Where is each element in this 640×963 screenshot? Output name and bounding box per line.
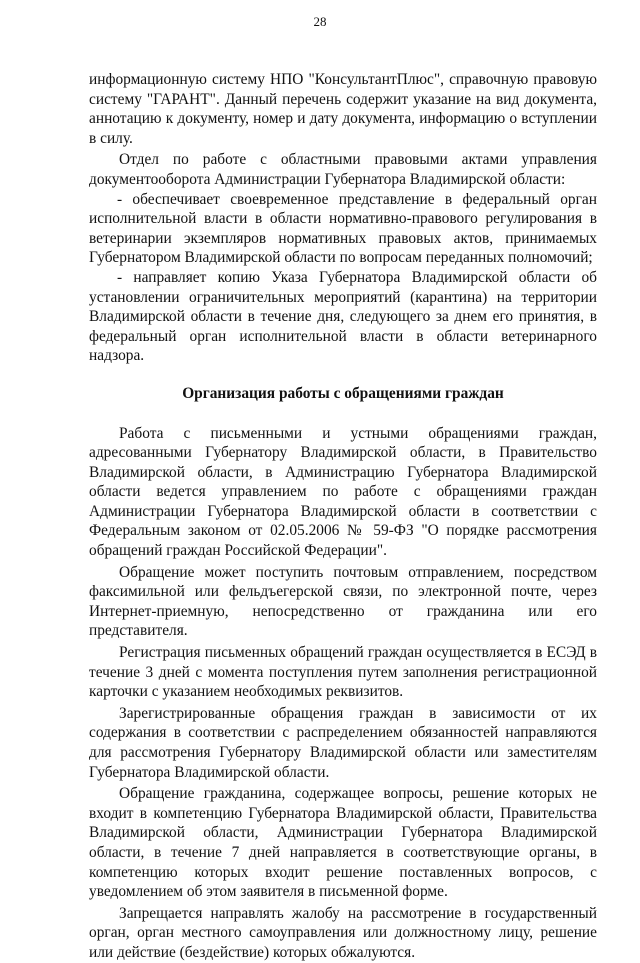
paragraph: Зарегистрированные обращения граждан в зависимости от их содержания в соответствии с распределением обязанностей направляются для рассмотрения Губернатору Владимирской области или заместителям Губернатора Владимирской области. (89, 704, 597, 781)
paragraph-department-intro: Отдел по работе с областными правовыми актами управления документооборота Администрации Губернатора Владимирской области: (89, 151, 597, 188)
paragraph: Запрещается направлять жалобу на рассмотрение в государственный орган, орган местного самоуправления или должностному лицу, решение или действие (бездействие) которых обжалуются. (89, 904, 597, 961)
list-item: - направляет копию Указа Губернатора Владимирской области об установлении ограничительных мероприятий (карантина) на территории Владимирской области в течение дня, следующего за днем его принятия, в федеральный орган исполнительной власти в области ветеринарного надзора. (89, 268, 597, 365)
document-body (89, 70, 597, 963)
paragraph: Регистрация письменных обращений граждан осуществляется в ЕСЭД в течение 3 дней с момента поступления путем заполнения регистрационной карточки с указанием необходимых реквизитов. (89, 644, 597, 701)
paragraph: Работа с письменными и устными обращениями граждан, адресованными Губернатору Владимирской области, в Правительство Владимирской области, в Администрацию Губернатора Владимирской области ведется управлением по работе с обращениями граждан Администрации Губернатора Владимирской области в соответствии с Федеральным законом от 02.05.2006 № 59-ФЗ "О порядке рассмотрения обращений граждан Российской Федерации". (89, 424, 597, 560)
paragraph: Обращение гражданина, содержащее вопросы, решение которых не входит в компетенцию Губернатора Владимирской области, Правительства Владимирской области, Администрации Губернатора Владимирской области, в течение 7 дней направляется в соответствующие органы, в компетенцию которых входит решение поставленных вопросов, с уведомлением об этом заявителя в письменной форме. (89, 785, 597, 901)
page-number: 28 (313, 14, 327, 29)
section-heading: Организация работы с обращениями граждан (182, 384, 504, 402)
paragraph-continuation: информационную систему НПО "КонсультантПлюс", справочную правовую систему "ГАРАНТ". Данный перечень содержит указание на вид документа, аннотацию к документу, номер и дату документа, информацию о вступлении в силу. (89, 71, 597, 147)
list-item: - обеспечивает своевременное представление в федеральный орган исполнительной власти в области нормативно-правового регулирования в ветеринарии экземпляров нормативных правовых актов, принимаемых Губернатором Владимирской области по вопросам переданных полномочий; (89, 190, 597, 267)
paragraph: Обращение может поступить почтовым отправлением, посредством факсимильной или фельдъегерской связи, по электронной почте, через Интернет-приемную, непосредственно от гражданина или его представителя. (89, 563, 597, 640)
